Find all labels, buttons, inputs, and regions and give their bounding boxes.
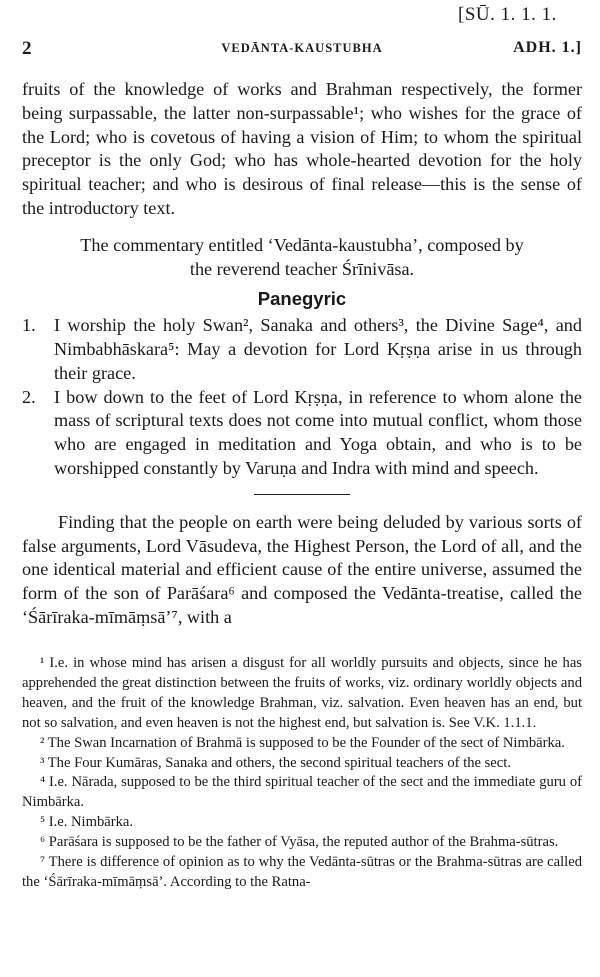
footnote: ⁵ I.e. Nimbārka. bbox=[40, 814, 134, 831]
footnote: ³ The Four Kumāras, Sanaka and others, the second spiritual teachers of the sect. bbox=[40, 754, 511, 771]
footnote: ⁶ Parāśara is supposed to be the father of Vyāsa, the reputed author of the Brahma-sūtras. bbox=[40, 834, 559, 851]
verse-text: I worship the holy Swan², Sanaka and others³, the Divine Sage⁴, and Nimbabhāskara⁵: May a devotion for Lord Kṛṣṇa arise in us through their grace. bbox=[54, 315, 582, 383]
verse-number: 1. bbox=[22, 315, 36, 336]
commentary-title-line: The commentary entitled ‘Vedānta-kaustubha’, composed by bbox=[80, 234, 524, 255]
footnote: ⁴ I.e. Nārada, supposed to be the third spiritual teacher of the sect and the immediate guru of Nimbārka. bbox=[22, 774, 582, 811]
main-paragraph: Finding that the people on earth were being deluded by various sorts of false arguments, Lord Vāsudeva, the Highest Person, the Lord of all, and the one identical material and efficient cause of the entire universe, assumed the form of the son of Parāśara⁶ and composed the Vedānta-treatise, called the ‘Śārīraka-mīmāṃsā’⁷, with a bbox=[22, 511, 582, 627]
section-divider bbox=[254, 494, 350, 495]
running-title: VEDĀNTA-KAUSTUBHA bbox=[221, 41, 383, 55]
page-header bbox=[22, 38, 582, 60]
section-heading: Panegyric bbox=[257, 288, 347, 310]
footnote: ¹ I.e. in whose mind has arisen a disgust for all worldly pursuits and objects, since he has apprehended the great distinction between the fruits of works, viz. ordinary worldly objects and heaven, and the fruit of the knowledge Brahman, viz. salvation. Even heaven has an end, but not so salvation, and even heaven is not the highest end, but salvation is. See V.K. 1.1.1. bbox=[22, 655, 582, 731]
main-text bbox=[22, 78, 582, 630]
adhyaya-marker: ADH. 1.] bbox=[513, 39, 582, 56]
sutra-reference: [SŪ. 1. 1. 1. bbox=[458, 4, 557, 25]
verse-item bbox=[22, 314, 582, 385]
verse-text: I bow down to the feet of Lord Kṛṣṇa, in reference to whom alone the mass of scriptural texts does not come into mutual conflict, whom those who are engaged in meditation and Yoga obtain, and who is to be worshipped constantly by Varuṇa and Indra with mind and speech. bbox=[54, 386, 582, 478]
intro-paragraph: fruits of the knowledge of works and Brahman respectively, the former being surpassable, the latter non-surpassable¹; who wishes for the grace of the Lord; who is covetous of having a vision of Him; to whom the spiritual preceptor is the only God; who has whole-hearted devotion for the holy spiritual teacher; and who is desirous of final release—this is the sense of the introductory text. bbox=[22, 79, 582, 218]
verse-number: 2. bbox=[22, 386, 36, 407]
footnotes bbox=[22, 654, 582, 893]
footnote: ² The Swan Incarnation of Brahmā is supposed to be the Founder of the sect of Nimbārka. bbox=[40, 734, 565, 751]
commentary-author-line: the reverend teacher Śrīnivāsa. bbox=[189, 258, 415, 279]
verse-item bbox=[22, 386, 582, 481]
footnote: ⁷ There is difference of opinion as to why the Vedānta-sūtras or the Brahma-sūtras are called the ‘Śārīraka-mīmāṃsā’. According to the Ratna- bbox=[22, 854, 582, 890]
verse-list bbox=[22, 314, 582, 481]
page-number: 2 bbox=[22, 38, 32, 59]
